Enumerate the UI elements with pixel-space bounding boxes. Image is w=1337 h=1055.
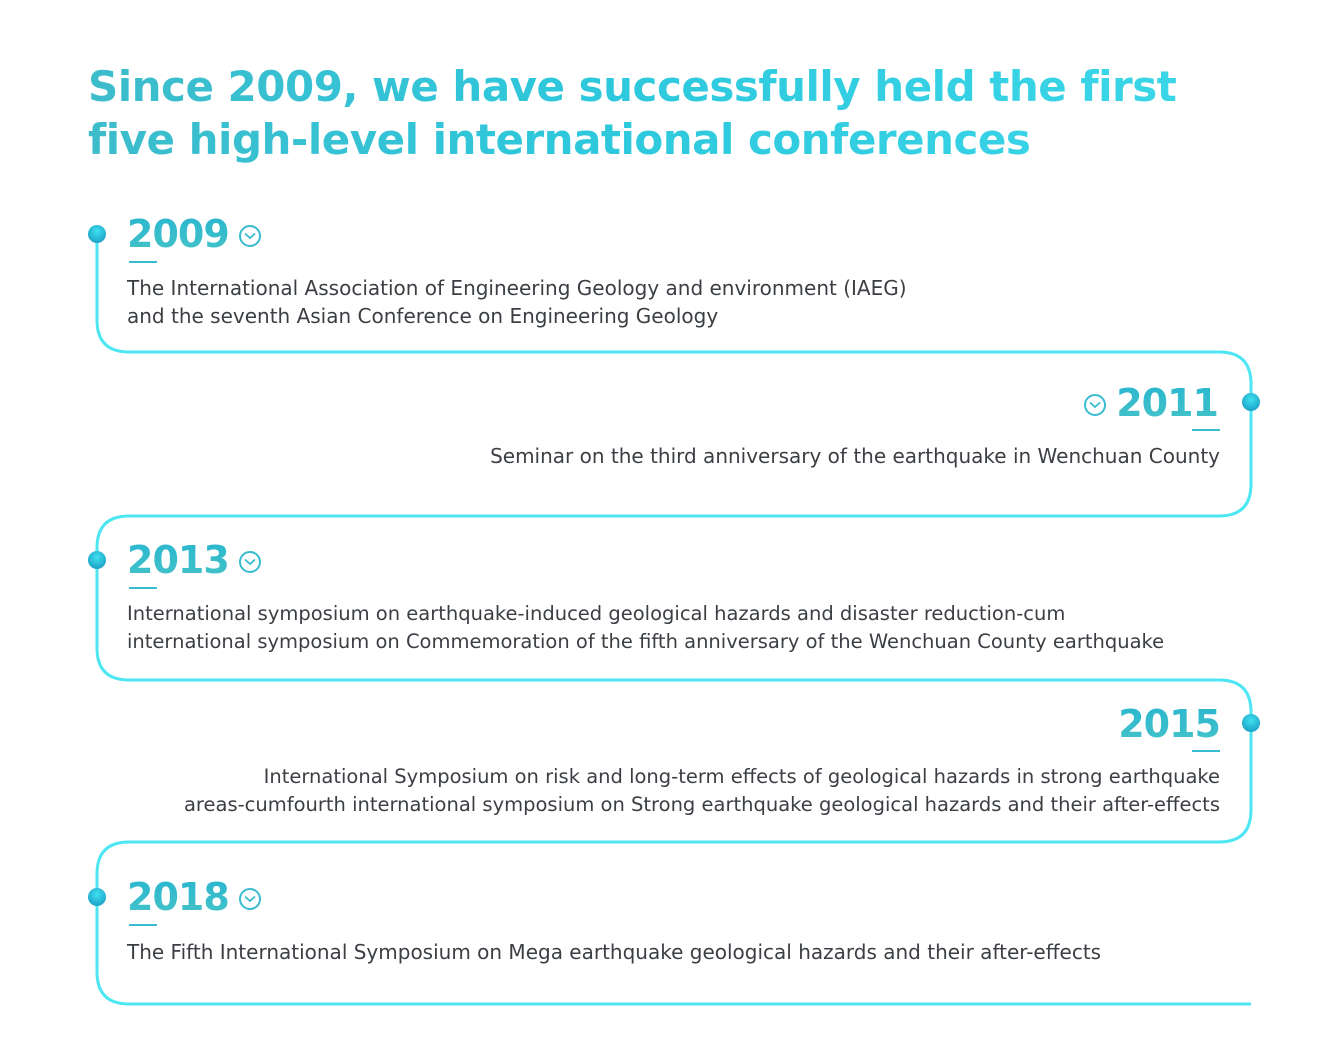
year-underline <box>129 587 157 589</box>
event-line: International symposium on earthquake-induced geological hazards and disaster reduction-cum <box>127 602 1066 625</box>
year-label: 2011 <box>1116 381 1218 425</box>
timeline-dot-2015 <box>1242 714 1260 732</box>
event-line: international symposium on Commemoration of the fifth anniversary of the Wenchuan County earthquake <box>127 630 1165 653</box>
chevron-down-icon[interactable] <box>1084 394 1106 416</box>
year-label: 2013 <box>127 538 229 582</box>
year-underline <box>129 261 157 263</box>
timeline-dot-2009 <box>88 225 106 243</box>
event-line: The Fifth International Symposium on Mega earthquake geological hazards and their after-effects <box>127 940 1102 964</box>
year-underline <box>129 924 157 926</box>
timeline-dot-2018 <box>88 888 106 906</box>
year-label: 2015 <box>1118 702 1220 746</box>
event-line: areas-cumfourth international symposium on Strong earthquake geological hazards and their after-effects <box>183 793 1220 816</box>
chevron-down-icon[interactable] <box>239 551 261 573</box>
year-underline <box>1192 429 1220 431</box>
year-label: 2009 <box>127 212 229 256</box>
event-line: International Symposium on risk and long-term effects of geological hazards in strong earthquake <box>263 765 1220 788</box>
timeline-year-2009 <box>127 213 261 255</box>
timeline-year-2013 <box>127 539 261 581</box>
event-description <box>490 442 1220 470</box>
event-description <box>127 600 1164 656</box>
year-label: 2018 <box>127 875 229 919</box>
event-description <box>184 763 1220 819</box>
timeline-year-2015 <box>1118 703 1220 745</box>
chevron-down-icon[interactable] <box>239 225 261 247</box>
event-line: The International Association of Engineering Geology and environment (IAEG) <box>127 276 907 300</box>
year-underline <box>1192 750 1220 752</box>
timeline-dot-2011 <box>1242 393 1260 411</box>
event-line: Seminar on the third anniversary of the earthquake in Wenchuan County <box>490 444 1220 468</box>
page-title: Since 2009, we have successfully held the first five high-level international conferences <box>88 60 1208 166</box>
event-line: and the seventh Asian Conference on Engineering Geology <box>127 304 719 328</box>
event-description <box>127 938 1101 966</box>
timeline-dot-2013 <box>88 551 106 569</box>
timeline-year-2011 <box>1084 382 1218 424</box>
chevron-down-icon[interactable] <box>239 888 261 910</box>
timeline-year-2018 <box>127 876 261 918</box>
event-description <box>127 274 907 330</box>
